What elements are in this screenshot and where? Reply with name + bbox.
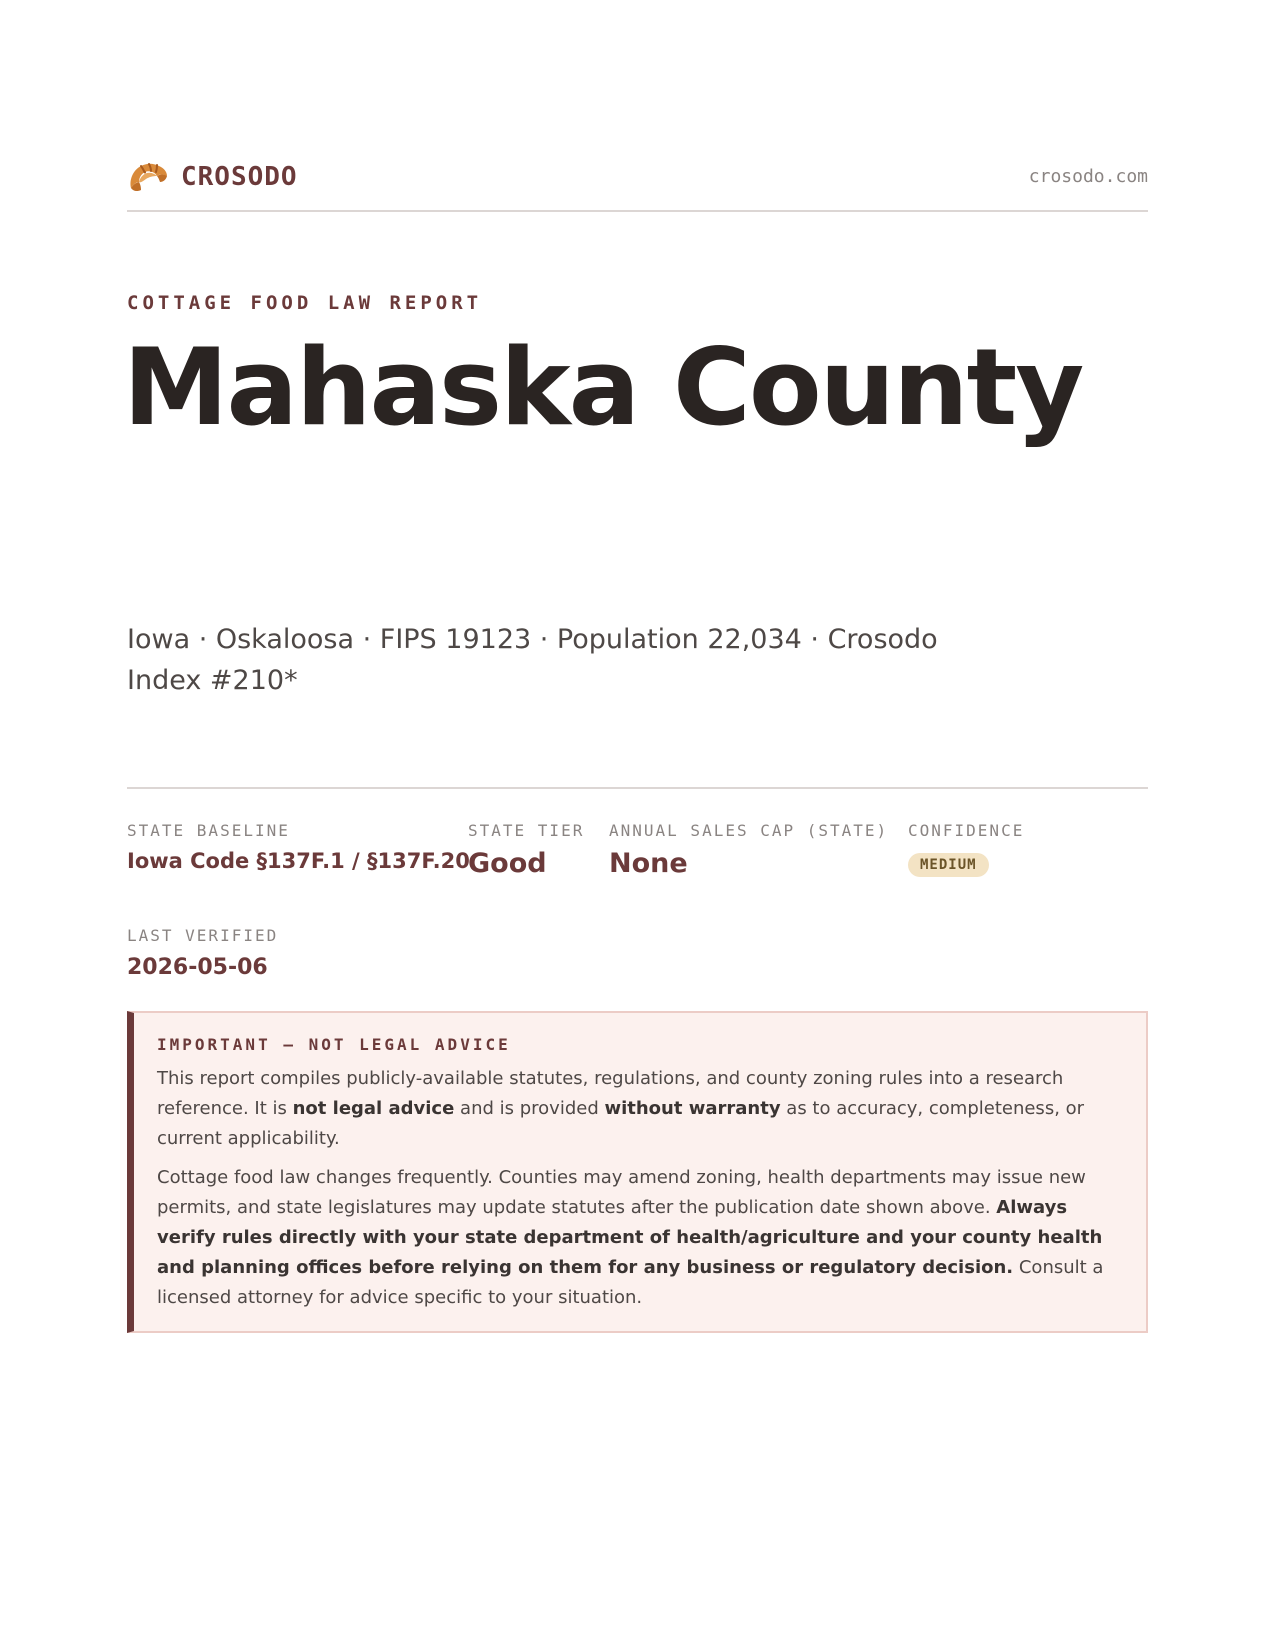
report-page bbox=[123, 0, 1148, 1650]
notice-heading: IMPORTANT — NOT LEGAL ADVICE bbox=[157, 1035, 511, 1054]
stat-value: 2026-05-06 bbox=[127, 955, 268, 980]
stat-label: ANNUAL SALES CAP (STATE) bbox=[609, 821, 889, 840]
notice-paragraph bbox=[157, 1163, 1122, 1313]
site-url[interactable]: crosodo.com bbox=[1028, 166, 1148, 187]
stat-label: STATE TIER bbox=[468, 821, 585, 840]
legal-notice bbox=[127, 1011, 1148, 1333]
brand-name: CROSODO bbox=[181, 162, 298, 192]
notice-text: and is provided bbox=[454, 1098, 605, 1119]
stat-label: LAST VERIFIED bbox=[127, 926, 279, 945]
stat-value: Good bbox=[468, 848, 547, 879]
notice-text: This report compiles publicly-available statutes, regulations, and county zoning rules into a research reference. It is bbox=[157, 1068, 1064, 1119]
notice-paragraph bbox=[157, 1064, 1122, 1154]
brand bbox=[127, 158, 298, 196]
notice-emphasis: without warranty bbox=[604, 1098, 781, 1119]
county-subtitle: Iowa · Oskaloosa · FIPS 19123 · Population 22,034 · Crosodo Index #210* bbox=[127, 624, 938, 696]
page-header bbox=[127, 158, 1148, 212]
stat-confidence bbox=[908, 821, 1024, 877]
stat-sales-cap bbox=[609, 821, 888, 879]
stat-state-baseline bbox=[127, 821, 470, 873]
notice-text: Consult a licensed attorney for advice specific to your situation. bbox=[157, 1257, 1104, 1308]
stat-value: None bbox=[609, 848, 688, 879]
divider bbox=[127, 787, 1148, 789]
stat-value: Iowa Code §137F.1 / §137F.20 bbox=[127, 849, 470, 873]
stat-label: STATE BASELINE bbox=[127, 821, 290, 840]
notice-emphasis: Always verify rules directly with your state department of health/agriculture and your county health and planning offices before relying on them for any business or regulatory decision. bbox=[157, 1197, 1103, 1278]
stat-last-verified bbox=[127, 926, 278, 980]
notice-text: Cottage food law changes frequently. Counties may amend zoning, health departments may issue new permits, and state legislatures may update statutes after the publication date shown above. bbox=[157, 1167, 1086, 1218]
page-title: Mahaska County bbox=[123, 326, 1083, 449]
confidence-badge: MEDIUM bbox=[908, 853, 989, 877]
stat-label: CONFIDENCE bbox=[908, 821, 1025, 840]
notice-text: as to accuracy, completeness, or current applicability. bbox=[157, 1098, 1085, 1149]
croissant-icon bbox=[127, 158, 169, 196]
notice-emphasis: not legal advice bbox=[292, 1098, 455, 1119]
report-eyebrow: COTTAGE FOOD LAW REPORT bbox=[127, 292, 483, 314]
stat-state-tier bbox=[468, 821, 584, 879]
